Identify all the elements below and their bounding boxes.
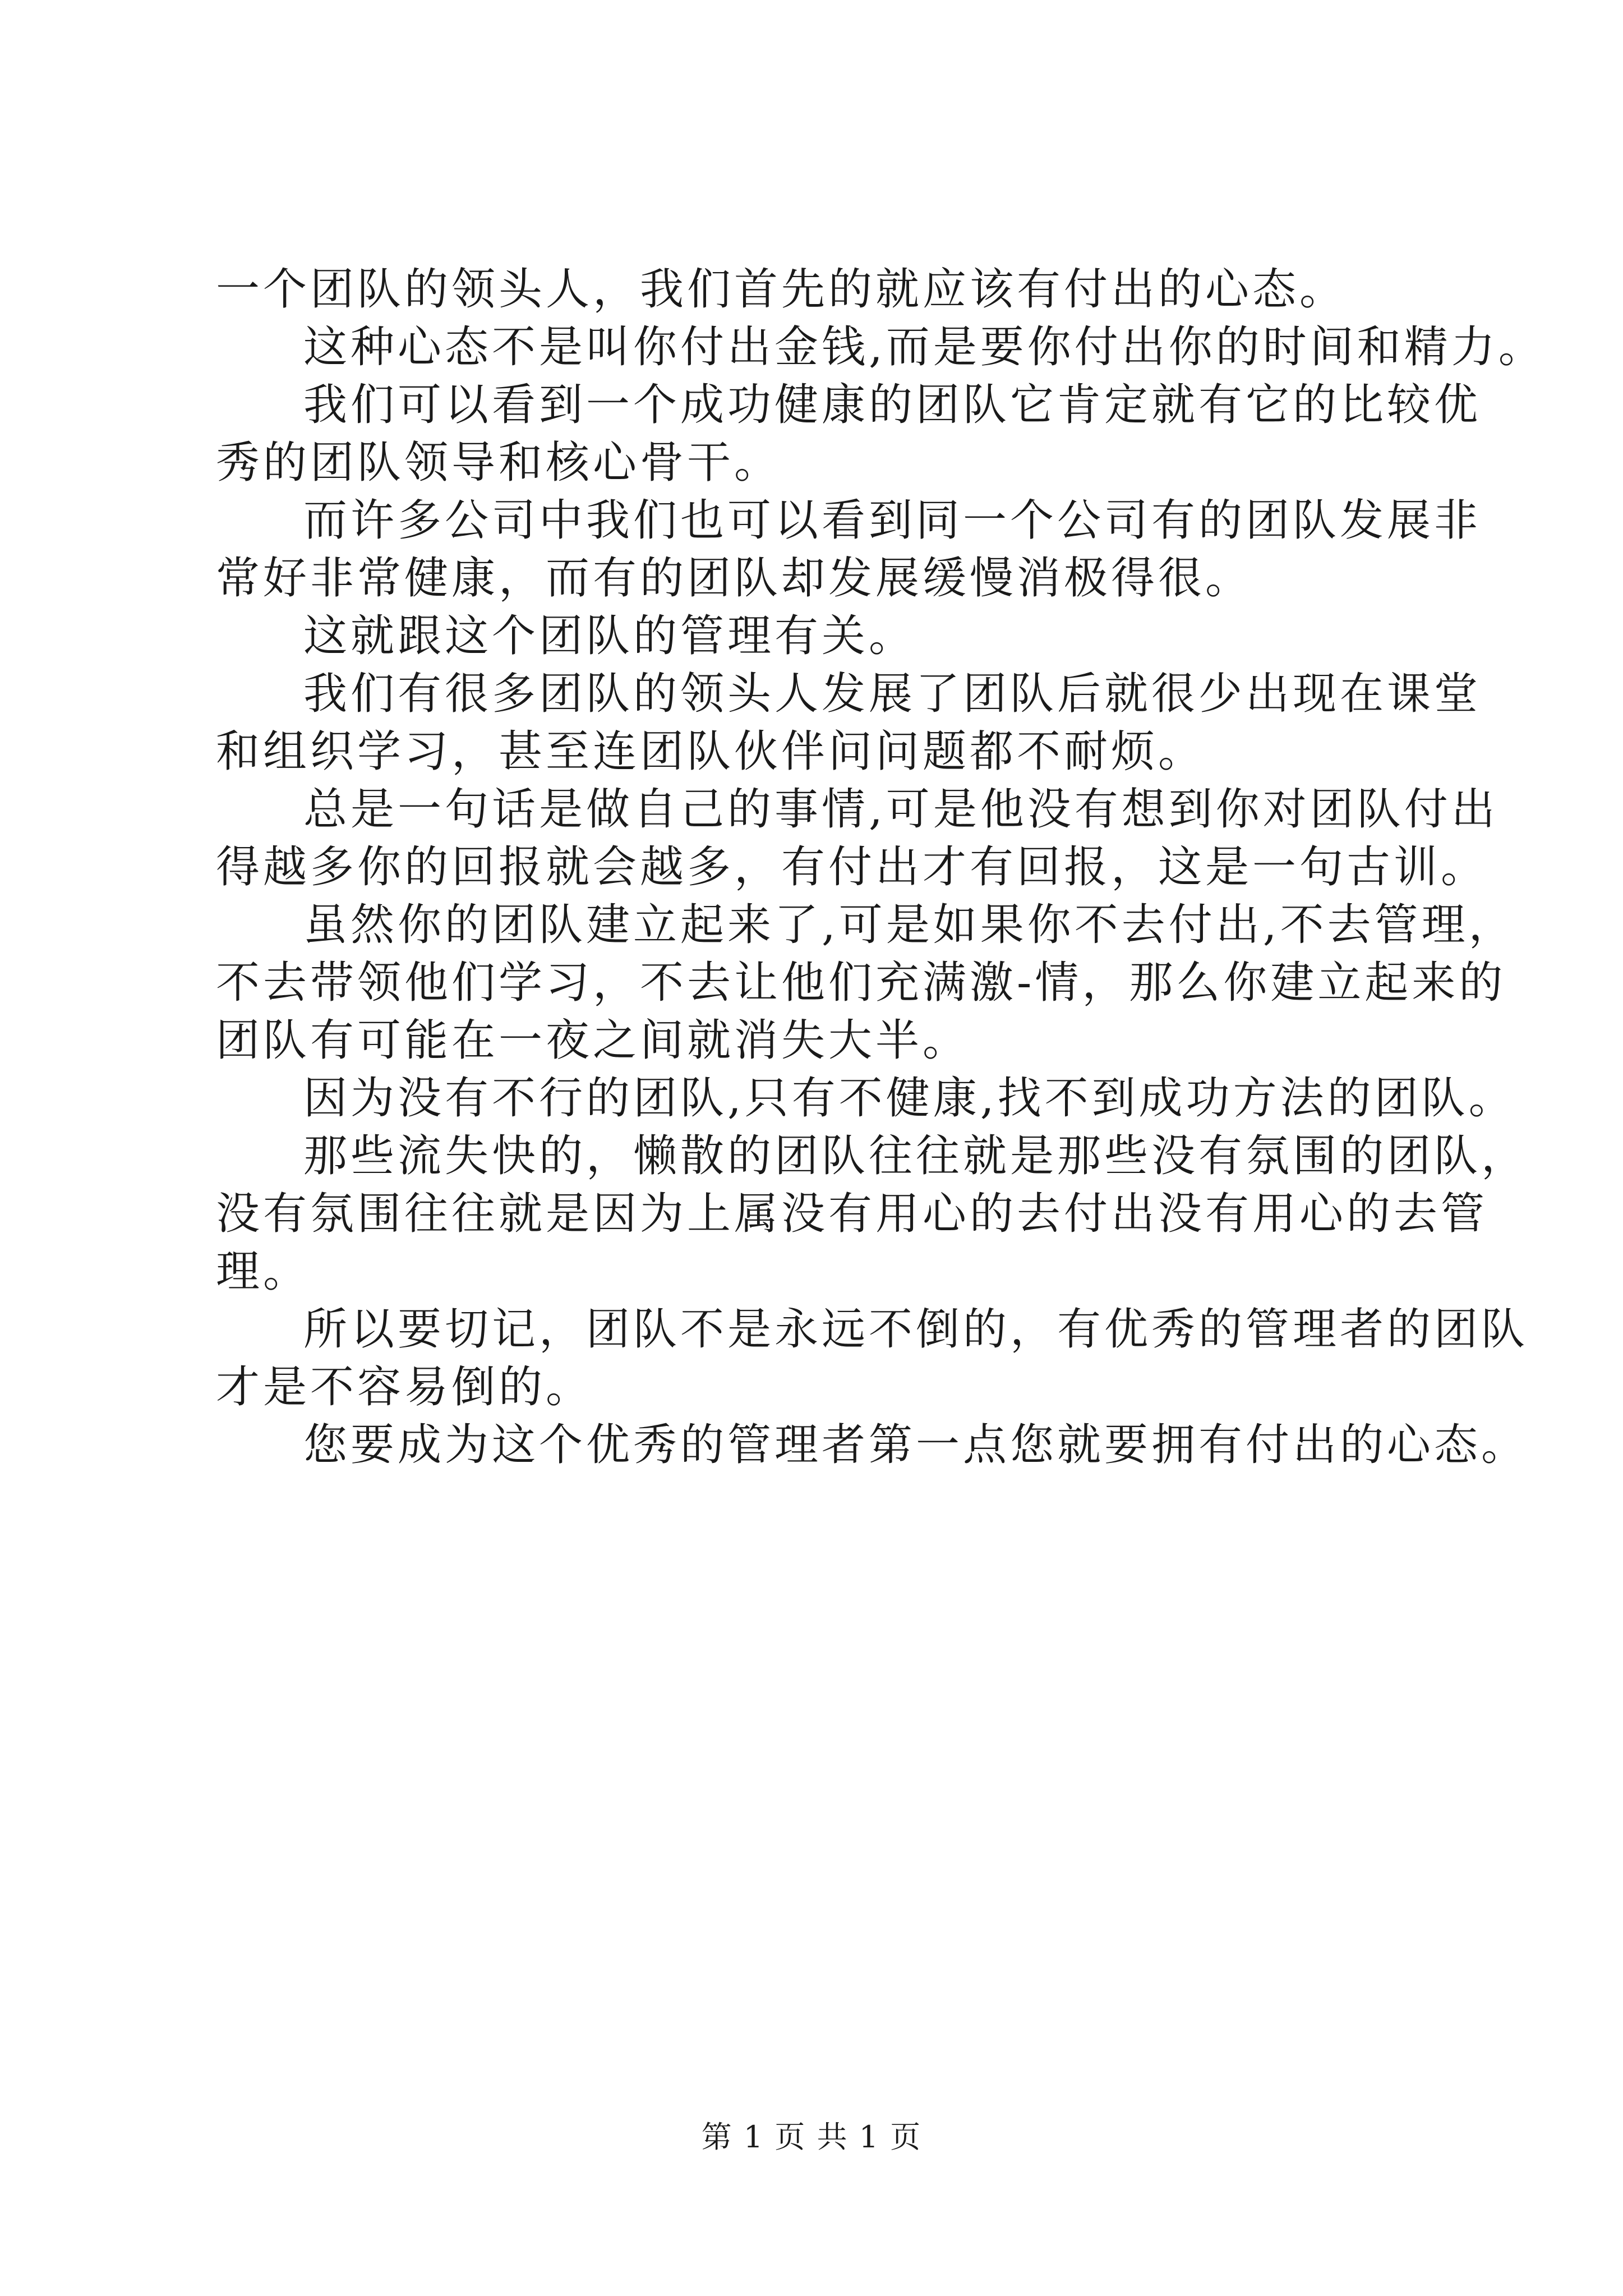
body-line: 没有氛围往往就是因为上属没有用心的去付出没有用心的去管 [216,1189,1488,1239]
body-line: 因为没有不行的团队,只有不健康,找不到成功方法的团队。 [303,1073,1516,1124]
page-number-footer: 第 1 页 共 1 页 [701,2119,922,2155]
body-line: 常好非常健康，而有的团队却发展缓慢消极得很。 [216,553,1253,604]
body-line: 我们有很多团队的领头人发展了团队后就很少出现在课堂 [303,669,1482,719]
body-line: 理。 [216,1246,311,1297]
body-line: 所以要切记，团队不是永远不倒的，有优秀的管理者的团队 [303,1304,1529,1355]
body-line: 而许多公司中我们也可以看到同一个公司有的团队发展非 [303,495,1482,546]
body-line: 不去带领他们学习，不去让他们充满激-情，那么你建立起来的 [216,958,1506,1008]
body-line: 才是不容易倒的。 [216,1362,593,1412]
document-body [216,261,1546,1474]
body-line: 团队有可能在一夜之间就消失大半。 [216,1015,970,1066]
body-line: 得越多你的回报就会越多，有付出才有回报，这是一句古训。 [216,842,1488,892]
body-line: 这就跟这个团队的管理有关。 [303,611,916,661]
body-line: 秀的团队领导和核心骨干。 [216,438,782,488]
body-line: 这种心态不是叫你付出金钱,而是要你付出你的时间和精力。 [303,322,1546,372]
body-line: 您要成为这个优秀的管理者第一点您就要拥有付出的心态。 [303,1420,1529,1470]
body-line: 虽然你的团队建立起来了,可是如果你不去付出,不去管理， [303,900,1516,950]
body-line: 我们可以看到一个成功健康的团队它肯定就有它的比较优 [303,380,1482,430]
body-line: 总是一句话是做自己的事情,可是他没有想到你对团队付出 [303,784,1498,835]
body-line: 一个团队的领头人，我们首先的就应该有付出的心态。 [216,264,1347,315]
body-line: 和组织学习，甚至连团队伙伴问问题都不耐烦。 [216,726,1206,777]
body-line: 那些流失快的，懒散的团队往往就是那些没有氛围的团队， [303,1131,1529,1181]
